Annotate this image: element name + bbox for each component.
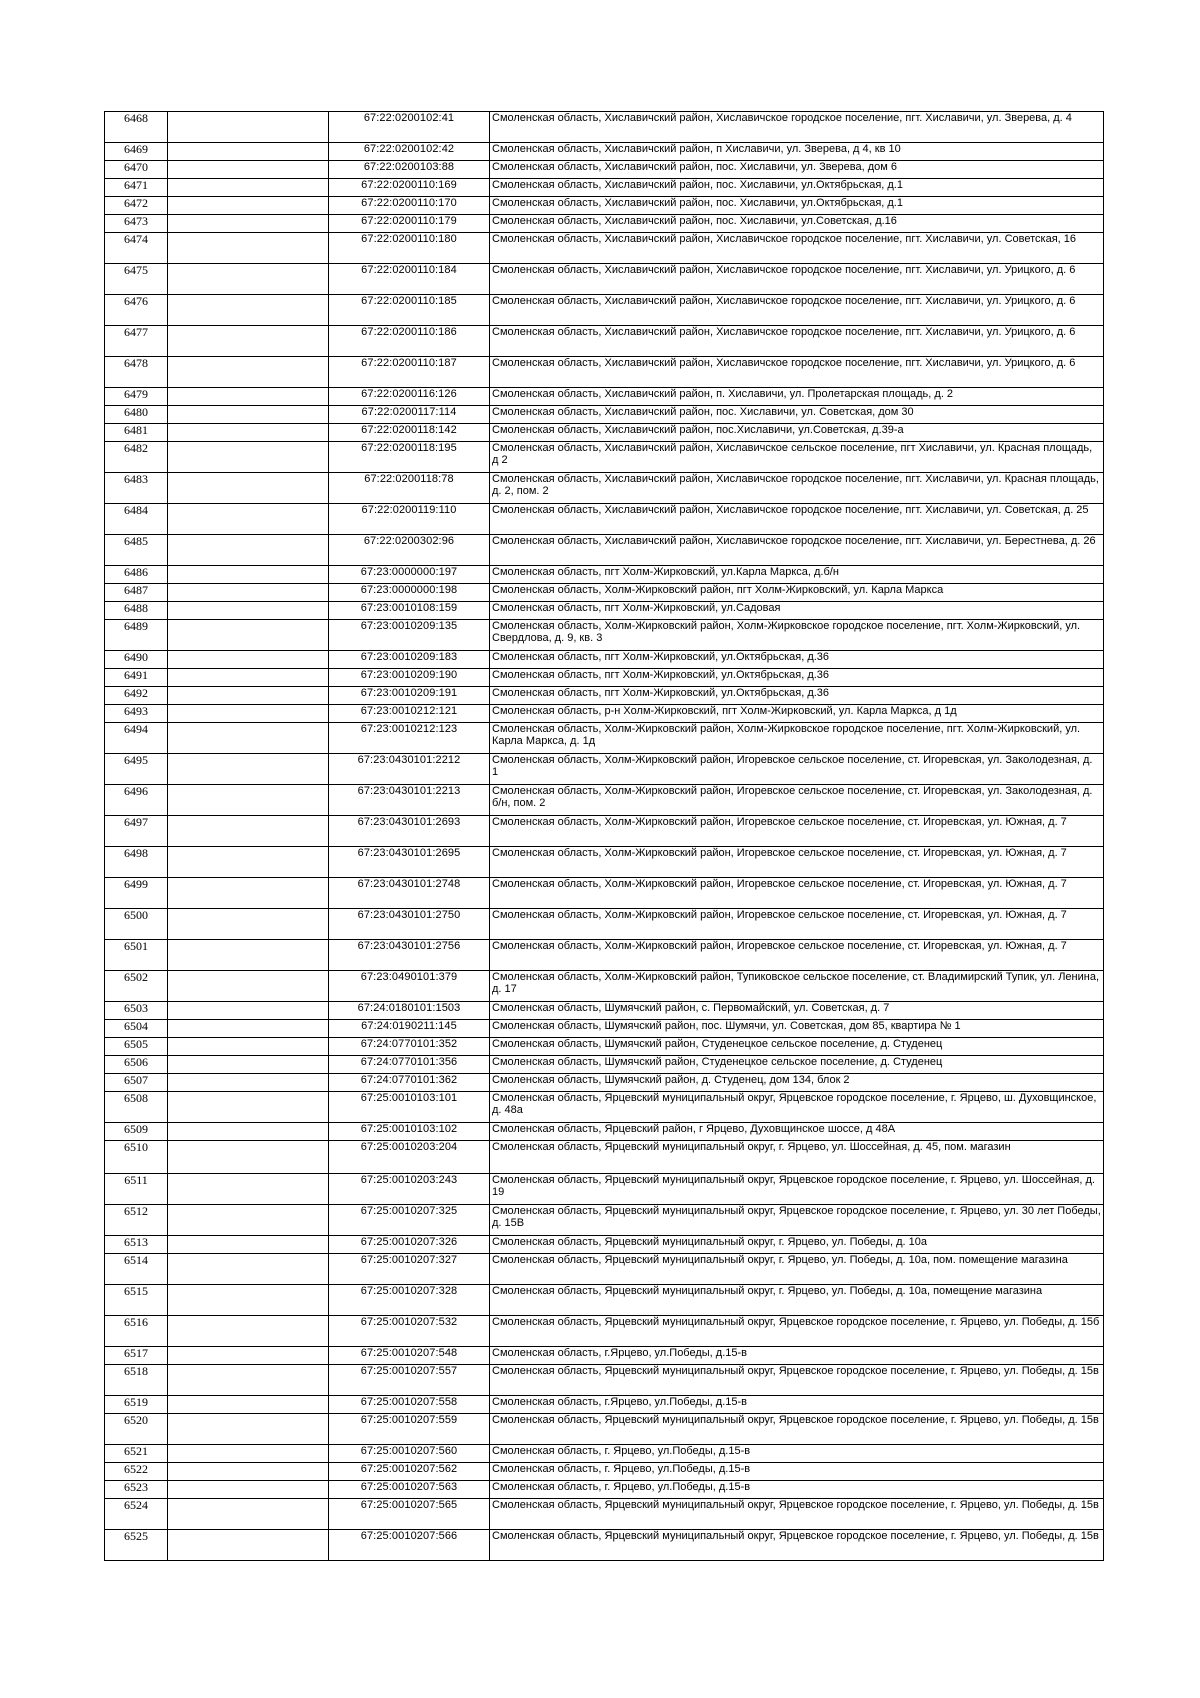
empty-cell [168, 233, 329, 264]
cadastral-number-cell: 67:23:0430101:2213 [329, 785, 490, 816]
address-cell: Смоленская область, Ярцевский муниципальный округ, Ярцевское городское поселение, г. Ярцево, ул. Победы, д. 15б [490, 1316, 1104, 1347]
row-number-cell: 6471 [105, 179, 168, 197]
cadastral-number-cell: 67:25:0010207:328 [329, 1285, 490, 1316]
row-number-cell: 6518 [105, 1365, 168, 1396]
empty-cell [168, 785, 329, 816]
address-cell: Смоленская область, Ярцевский район, г Ярцево, Духовщинское шоссе, д 48А [490, 1123, 1104, 1141]
row-number-cell: 6493 [105, 705, 168, 723]
cadastral-number-cell: 67:24:0770101:362 [329, 1074, 490, 1092]
table-row [105, 909, 1104, 940]
row-number-cell: 6488 [105, 602, 168, 620]
empty-cell [168, 1141, 329, 1174]
table-row [105, 1123, 1104, 1141]
cadastral-number-cell: 67:22:0200110:170 [329, 197, 490, 215]
row-number-cell: 6500 [105, 909, 168, 940]
cadastral-number-cell: 67:22:0200118:78 [329, 473, 490, 504]
table-row [105, 233, 1104, 264]
address-cell: Смоленская область, Холм-Жирковский район, Игоревское сельское поселение, ст. Игоревская, ул. Заколодезная, д. б/н, пом. 2 [490, 785, 1104, 816]
cadastral-number-cell: 67:23:0010108:159 [329, 602, 490, 620]
row-number-cell: 6473 [105, 215, 168, 233]
table-row [105, 161, 1104, 179]
empty-cell [168, 1038, 329, 1056]
empty-cell [168, 705, 329, 723]
row-number-cell: 6490 [105, 651, 168, 669]
table-row [105, 388, 1104, 406]
table-row [105, 566, 1104, 584]
cadastral-number-cell: 67:25:0010103:101 [329, 1092, 490, 1123]
row-number-cell: 6483 [105, 473, 168, 504]
address-cell: Смоленская область, Холм-Жирковский район, Игоревское сельское поселение, ст. Игоревская, ул. Южная, д. 7 [490, 816, 1104, 847]
cadastral-number-cell: 67:23:0010209:191 [329, 687, 490, 705]
empty-cell [168, 847, 329, 878]
row-number-cell: 6510 [105, 1141, 168, 1174]
row-number-cell: 6501 [105, 940, 168, 971]
row-number-cell: 6498 [105, 847, 168, 878]
address-cell: Смоленская область, Хиславичский район, пос. Хиславичи, ул.Советская, д.16 [490, 215, 1104, 233]
empty-cell [168, 264, 329, 295]
address-cell: Смоленская область, Ярцевский муниципальный округ, г. Ярцево, ул. Шоссейная, д. 45, пом. магазин [490, 1141, 1104, 1174]
row-number-cell: 6474 [105, 233, 168, 264]
row-number-cell: 6514 [105, 1254, 168, 1285]
row-number-cell: 6511 [105, 1174, 168, 1205]
empty-cell [168, 651, 329, 669]
table-row [105, 754, 1104, 785]
address-cell: Смоленская область, Хиславичский район, Хиславичское городское поселение, пгт. Хиславичи, ул. Урицкого, д. 6 [490, 295, 1104, 326]
registry-table-body [105, 112, 1104, 1561]
address-cell: Смоленская область, Хиславичский район, п. Хиславичи, ул. Пролетарская площадь, д. 2 [490, 388, 1104, 406]
empty-cell [168, 1056, 329, 1074]
address-cell: Смоленская область, Холм-Жирковский район, Игоревское сельское поселение, ст. Игоревская, ул. Южная, д. 7 [490, 878, 1104, 909]
row-number-cell: 6494 [105, 723, 168, 754]
cadastral-number-cell: 67:23:0010212:121 [329, 705, 490, 723]
cadastral-number-cell: 67:25:0010207:548 [329, 1347, 490, 1365]
table-row [105, 112, 1104, 143]
row-number-cell: 6507 [105, 1074, 168, 1092]
cadastral-number-cell: 67:25:0010103:102 [329, 1123, 490, 1141]
cadastral-number-cell: 67:23:0430101:2695 [329, 847, 490, 878]
table-row [105, 669, 1104, 687]
table-row [105, 847, 1104, 878]
table-row [105, 535, 1104, 566]
cadastral-number-cell: 67:22:0200102:42 [329, 143, 490, 161]
address-cell: Смоленская область, Ярцевский муниципальный округ, Ярцевское городское поселение, г. Ярцево, ул. Победы, д. 15в [490, 1530, 1104, 1561]
address-cell: Смоленская область, Холм-Жирковский район, Холм-Жирковское городское поселение, пгт. Холм-Жирковский, ул. Свердлова, д. 9, кв. 3 [490, 620, 1104, 651]
address-cell: Смоленская область, г.Ярцево, ул.Победы, д.15-в [490, 1347, 1104, 1365]
row-number-cell: 6513 [105, 1236, 168, 1254]
empty-cell [168, 1396, 329, 1414]
row-number-cell: 6478 [105, 357, 168, 388]
address-cell: Смоленская область, г. Ярцево, ул.Победы, д.15-в [490, 1445, 1104, 1463]
cadastral-number-cell: 67:23:0010209:135 [329, 620, 490, 651]
row-number-cell: 6487 [105, 584, 168, 602]
address-cell: Смоленская область, Шумячский район, Студенецкое сельское поселение, д. Студенец [490, 1038, 1104, 1056]
empty-cell [168, 1123, 329, 1141]
cadastral-number-cell: 67:22:0200110:184 [329, 264, 490, 295]
row-number-cell: 6519 [105, 1396, 168, 1414]
empty-cell [168, 1463, 329, 1481]
cadastral-number-cell: 67:24:0180101:1503 [329, 1002, 490, 1020]
empty-cell [168, 1530, 329, 1561]
address-cell: Смоленская область, Хиславичский район, пос. Хиславичи, ул.Октябрьская, д.1 [490, 197, 1104, 215]
table-row [105, 1316, 1104, 1347]
cadastral-number-cell: 67:25:0010207:326 [329, 1236, 490, 1254]
address-cell: Смоленская область, Шумячский район, Студенецкое сельское поселение, д. Студенец [490, 1056, 1104, 1074]
cadastral-number-cell: 67:23:0430101:2756 [329, 940, 490, 971]
row-number-cell: 6499 [105, 878, 168, 909]
table-row [105, 1463, 1104, 1481]
address-cell: Смоленская область, Хиславичский район, Хиславичское городское поселение, пгт. Хиславичи, ул. Советская, д. 25 [490, 504, 1104, 535]
empty-cell [168, 504, 329, 535]
table-row [105, 971, 1104, 1002]
empty-cell [168, 406, 329, 424]
cadastral-number-cell: 67:22:0200110:179 [329, 215, 490, 233]
row-number-cell: 6517 [105, 1347, 168, 1365]
empty-cell [168, 909, 329, 940]
row-number-cell: 6503 [105, 1002, 168, 1020]
row-number-cell: 6479 [105, 388, 168, 406]
empty-cell [168, 1174, 329, 1205]
empty-cell [168, 687, 329, 705]
empty-cell [168, 1285, 329, 1316]
row-number-cell: 6521 [105, 1445, 168, 1463]
cadastral-number-cell: 67:25:0010203:243 [329, 1174, 490, 1205]
address-cell: Смоленская область, Шумячский район, пос. Шумячи, ул. Советская, дом 85, квартира № 1 [490, 1020, 1104, 1038]
empty-cell [168, 878, 329, 909]
address-cell: Смоленская область, Ярцевский муниципальный округ, Ярцевское городское поселение, г. Ярцево, ул. Шоссейная, д. 19 [490, 1174, 1104, 1205]
address-cell: Смоленская область, Хиславичский район, Хиславичское городское поселение, пгт. Хиславичи, ул. Урицкого, д. 6 [490, 264, 1104, 295]
table-row [105, 705, 1104, 723]
table-row [105, 264, 1104, 295]
row-number-cell: 6481 [105, 424, 168, 442]
cadastral-number-cell: 67:25:0010203:204 [329, 1141, 490, 1174]
cadastral-number-cell: 67:25:0010207:566 [329, 1530, 490, 1561]
address-cell: Смоленская область, Ярцевский муниципальный округ, г. Ярцево, ул. Победы, д. 10а, пом. помещение магазина [490, 1254, 1104, 1285]
row-number-cell: 6502 [105, 971, 168, 1002]
table-row [105, 1092, 1104, 1123]
cadastral-number-cell: 67:22:0200118:195 [329, 442, 490, 473]
row-number-cell: 6509 [105, 1123, 168, 1141]
table-row [105, 620, 1104, 651]
cadastral-number-cell: 67:22:0200110:180 [329, 233, 490, 264]
cadastral-number-cell: 67:22:0200118:142 [329, 424, 490, 442]
empty-cell [168, 940, 329, 971]
address-cell: Смоленская область, пгт Холм-Жирковский, ул.Карла Маркса, д.б/н [490, 566, 1104, 584]
empty-cell [168, 1414, 329, 1445]
table-row [105, 1499, 1104, 1530]
empty-cell [168, 215, 329, 233]
row-number-cell: 6495 [105, 754, 168, 785]
empty-cell [168, 1481, 329, 1499]
row-number-cell: 6475 [105, 264, 168, 295]
address-cell: Смоленская область, Ярцевский муниципальный округ, Ярцевское городское поселение, г. Ярцево, ул. 30 лет Победы, д. 15В [490, 1205, 1104, 1236]
address-cell: Смоленская область, Ярцевский муниципальный округ, г. Ярцево, ул. Победы, д. 10а [490, 1236, 1104, 1254]
address-cell: Смоленская область, Холм-Жирковский район, Игоревское сельское поселение, ст. Игоревская, ул. Южная, д. 7 [490, 847, 1104, 878]
empty-cell [168, 326, 329, 357]
cadastral-number-cell: 67:22:0200110:186 [329, 326, 490, 357]
row-number-cell: 6468 [105, 112, 168, 143]
row-number-cell: 6506 [105, 1056, 168, 1074]
table-row [105, 1445, 1104, 1463]
table-row [105, 651, 1104, 669]
empty-cell [168, 197, 329, 215]
address-cell: Смоленская область, пгт Холм-Жирковский, ул.Садовая [490, 602, 1104, 620]
cadastral-number-cell: 67:24:0770101:352 [329, 1038, 490, 1056]
registry-table [104, 111, 1104, 1561]
empty-cell [168, 1092, 329, 1123]
row-number-cell: 6482 [105, 442, 168, 473]
table-row [105, 1020, 1104, 1038]
address-cell: Смоленская область, Холм-Жирковский район, пгт Холм-Жирковский, ул. Карла Маркса [490, 584, 1104, 602]
cadastral-number-cell: 67:23:0000000:198 [329, 584, 490, 602]
address-cell: Смоленская область, Шумячский район, д. Студенец, дом 134, блок 2 [490, 1074, 1104, 1092]
table-row [105, 1038, 1104, 1056]
empty-cell [168, 1347, 329, 1365]
cadastral-number-cell: 67:22:0200117:114 [329, 406, 490, 424]
row-number-cell: 6516 [105, 1316, 168, 1347]
row-number-cell: 6470 [105, 161, 168, 179]
cadastral-number-cell: 67:25:0010207:563 [329, 1481, 490, 1499]
address-cell: Смоленская область, Хиславичский район, Хиславичское городское поселение, пгт. Хиславичи, ул. Урицкого, д. 6 [490, 357, 1104, 388]
address-cell: Смоленская область, Хиславичский район, Хиславичское городское поселение, пгт. Хиславичи, ул. Зверева, д. 4 [490, 112, 1104, 143]
address-cell: Смоленская область, Холм-Жирковский район, Игоревское сельское поселение, ст. Игоревская, ул. Заколодезная, д. 1 [490, 754, 1104, 785]
table-row [105, 1530, 1104, 1561]
table-row [105, 442, 1104, 473]
table-row [105, 1074, 1104, 1092]
cadastral-number-cell: 67:23:0000000:197 [329, 566, 490, 584]
row-number-cell: 6472 [105, 197, 168, 215]
table-row [105, 878, 1104, 909]
empty-cell [168, 473, 329, 504]
empty-cell [168, 754, 329, 785]
empty-cell [168, 1205, 329, 1236]
empty-cell [168, 1365, 329, 1396]
empty-cell [168, 424, 329, 442]
table-row [105, 215, 1104, 233]
table-row [105, 1414, 1104, 1445]
cadastral-number-cell: 67:25:0010207:565 [329, 1499, 490, 1530]
table-row [105, 1347, 1104, 1365]
cadastral-number-cell: 67:25:0010207:560 [329, 1445, 490, 1463]
address-cell: Смоленская область, Холм-Жирковский район, Игоревское сельское поселение, ст. Игоревская, ул. Южная, д. 7 [490, 940, 1104, 971]
cadastral-number-cell: 67:25:0010207:532 [329, 1316, 490, 1347]
row-number-cell: 6492 [105, 687, 168, 705]
row-number-cell: 6486 [105, 566, 168, 584]
row-number-cell: 6477 [105, 326, 168, 357]
empty-cell [168, 584, 329, 602]
row-number-cell: 6515 [105, 1285, 168, 1316]
row-number-cell: 6524 [105, 1499, 168, 1530]
empty-cell [168, 1445, 329, 1463]
address-cell: Смоленская область, Ярцевский муниципальный округ, г. Ярцево, ул. Победы, д. 10а, помещение магазина [490, 1285, 1104, 1316]
address-cell: Смоленская область, Хиславичский район, пос. Хиславичи, ул.Октябрьская, д.1 [490, 179, 1104, 197]
cadastral-number-cell: 67:23:0010212:123 [329, 723, 490, 754]
address-cell: Смоленская область, Хиславичский район, Хиславичское городское поселение, пгт. Хиславичи, ул. Берестнева, д. 26 [490, 535, 1104, 566]
empty-cell [168, 442, 329, 473]
address-cell: Смоленская область, Холм-Жирковский район, Холм-Жирковское городское поселение, пгт. Холм-Жирковский, ул. Карла Маркса, д. 1д [490, 723, 1104, 754]
row-number-cell: 6469 [105, 143, 168, 161]
empty-cell [168, 816, 329, 847]
empty-cell [168, 179, 329, 197]
empty-cell [168, 388, 329, 406]
table-row [105, 504, 1104, 535]
address-cell: Смоленская область, р-н Холм-Жирковский, пгт Холм-Жирковский, ул. Карла Маркса, д 1д [490, 705, 1104, 723]
table-row [105, 584, 1104, 602]
table-row [105, 143, 1104, 161]
table-row [105, 1056, 1104, 1074]
table-row [105, 1254, 1104, 1285]
address-cell: Смоленская область, Хиславичский район, Хиславичское городское поселение, пгт. Хиславичи, ул. Красная площадь, д. 2, пом. 2 [490, 473, 1104, 504]
row-number-cell: 6497 [105, 816, 168, 847]
cadastral-number-cell: 67:22:0200110:169 [329, 179, 490, 197]
row-number-cell: 6504 [105, 1020, 168, 1038]
address-cell: Смоленская область, пгт Холм-Жирковский, ул.Октябрьская, д.36 [490, 651, 1104, 669]
row-number-cell: 6525 [105, 1530, 168, 1561]
empty-cell [168, 295, 329, 326]
address-cell: Смоленская область, Холм-Жирковский район, Игоревское сельское поселение, ст. Игоревская, ул. Южная, д. 7 [490, 909, 1104, 940]
empty-cell [168, 1316, 329, 1347]
row-number-cell: 6512 [105, 1205, 168, 1236]
table-row [105, 473, 1104, 504]
cadastral-number-cell: 67:23:0490101:379 [329, 971, 490, 1002]
address-cell: Смоленская область, Холм-Жирковский район, Тупиковское сельское поселение, ст. Владимирский Тупик, ул. Ленина, д. 17 [490, 971, 1104, 1002]
cadastral-number-cell: 67:23:0430101:2750 [329, 909, 490, 940]
row-number-cell: 6508 [105, 1092, 168, 1123]
cadastral-number-cell: 67:25:0010207:562 [329, 1463, 490, 1481]
cadastral-number-cell: 67:25:0010207:559 [329, 1414, 490, 1445]
empty-cell [168, 723, 329, 754]
table-row [105, 816, 1104, 847]
table-row [105, 179, 1104, 197]
table-row [105, 785, 1104, 816]
empty-cell [168, 620, 329, 651]
empty-cell [168, 1074, 329, 1092]
address-cell: Смоленская область, Ярцевский муниципальный округ, Ярцевское городское поселение, г. Ярцево, ул. Победы, д. 15в [490, 1365, 1104, 1396]
address-cell: Смоленская область, Хиславичский район, Хиславичское городское поселение, пгт. Хиславичи, ул. Урицкого, д. 6 [490, 326, 1104, 357]
empty-cell [168, 112, 329, 143]
cadastral-number-cell: 67:22:0200302:96 [329, 535, 490, 566]
row-number-cell: 6484 [105, 504, 168, 535]
empty-cell [168, 669, 329, 687]
row-number-cell: 6505 [105, 1038, 168, 1056]
address-cell: Смоленская область, пгт Холм-Жирковский, ул.Октябрьская, д.36 [490, 669, 1104, 687]
address-cell: Смоленская область, г.Ярцево, ул.Победы, д.15-в [490, 1396, 1104, 1414]
table-row [105, 295, 1104, 326]
address-cell: Смоленская область, г. Ярцево, ул.Победы, д.15-в [490, 1463, 1104, 1481]
row-number-cell: 6496 [105, 785, 168, 816]
table-row [105, 602, 1104, 620]
row-number-cell: 6520 [105, 1414, 168, 1445]
address-cell: Смоленская область, Хиславичский район, пос. Хиславичи, ул. Советская, дом 30 [490, 406, 1104, 424]
row-number-cell: 6491 [105, 669, 168, 687]
table-row [105, 424, 1104, 442]
table-row [105, 1141, 1104, 1174]
address-cell: Смоленская область, пгт Холм-Жирковский, ул.Октябрьская, д.36 [490, 687, 1104, 705]
cadastral-number-cell: 67:25:0010207:558 [329, 1396, 490, 1414]
empty-cell [168, 1236, 329, 1254]
cadastral-number-cell: 67:25:0010207:557 [329, 1365, 490, 1396]
cadastral-number-cell: 67:22:0200119:110 [329, 504, 490, 535]
row-number-cell: 6480 [105, 406, 168, 424]
cadastral-number-cell: 67:24:0770101:356 [329, 1056, 490, 1074]
table-row [105, 1481, 1104, 1499]
table-row [105, 1396, 1104, 1414]
address-cell: Смоленская область, Хиславичский район, п Хиславичи, ул. Зверева, д 4, кв 10 [490, 143, 1104, 161]
address-cell: Смоленская область, Ярцевский муниципальный округ, Ярцевское городское поселение, г. Ярцево, ул. Победы, д. 15в [490, 1499, 1104, 1530]
cadastral-number-cell: 67:24:0190211:145 [329, 1020, 490, 1038]
cadastral-number-cell: 67:25:0010207:327 [329, 1254, 490, 1285]
cadastral-number-cell: 67:23:0430101:2693 [329, 816, 490, 847]
table-row [105, 1174, 1104, 1205]
table-row [105, 357, 1104, 388]
row-number-cell: 6522 [105, 1463, 168, 1481]
row-number-cell: 6485 [105, 535, 168, 566]
table-row [105, 326, 1104, 357]
table-row [105, 1365, 1104, 1396]
address-cell: Смоленская область, Шумячский район, с. Первомайский, ул. Советская, д. 7 [490, 1002, 1104, 1020]
cadastral-number-cell: 67:23:0430101:2748 [329, 878, 490, 909]
table-row [105, 940, 1104, 971]
row-number-cell: 6523 [105, 1481, 168, 1499]
empty-cell [168, 535, 329, 566]
table-row [105, 1002, 1104, 1020]
cadastral-number-cell: 67:22:0200116:126 [329, 388, 490, 406]
table-row [105, 1285, 1104, 1316]
empty-cell [168, 602, 329, 620]
empty-cell [168, 161, 329, 179]
table-row [105, 406, 1104, 424]
empty-cell [168, 1020, 329, 1038]
empty-cell [168, 971, 329, 1002]
address-cell: Смоленская область, Хиславичский район, Хиславичское сельское поселение, пгт Хиславичи, ул. Красная площадь, д 2 [490, 442, 1104, 473]
cadastral-number-cell: 67:25:0010207:325 [329, 1205, 490, 1236]
cadastral-number-cell: 67:23:0430101:2212 [329, 754, 490, 785]
cadastral-number-cell: 67:22:0200102:41 [329, 112, 490, 143]
row-number-cell: 6476 [105, 295, 168, 326]
cadastral-number-cell: 67:22:0200110:185 [329, 295, 490, 326]
empty-cell [168, 1254, 329, 1285]
address-cell: Смоленская область, Ярцевский муниципальный округ, Ярцевское городское поселение, г. Ярцево, ул. Победы, д. 15в [490, 1414, 1104, 1445]
cadastral-number-cell: 67:22:0200103:88 [329, 161, 490, 179]
cadastral-number-cell: 67:23:0010209:190 [329, 669, 490, 687]
table-row [105, 723, 1104, 754]
table-row [105, 1205, 1104, 1236]
empty-cell [168, 1002, 329, 1020]
table-row [105, 687, 1104, 705]
empty-cell [168, 143, 329, 161]
address-cell: Смоленская область, г. Ярцево, ул.Победы, д.15-в [490, 1481, 1104, 1499]
address-cell: Смоленская область, Ярцевский муниципальный округ, Ярцевское городское поселение, г. Ярцево, ш. Духовщинское, д. 48а [490, 1092, 1104, 1123]
empty-cell [168, 1499, 329, 1530]
address-cell: Смоленская область, Хиславичский район, Хиславичское городское поселение, пгт. Хиславичи, ул. Советская, 16 [490, 233, 1104, 264]
table-row [105, 197, 1104, 215]
cadastral-number-cell: 67:23:0010209:183 [329, 651, 490, 669]
empty-cell [168, 566, 329, 584]
table-row [105, 1236, 1104, 1254]
empty-cell [168, 357, 329, 388]
address-cell: Смоленская область, Хиславичский район, пос. Хиславичи, ул. Зверева, дом 6 [490, 161, 1104, 179]
row-number-cell: 6489 [105, 620, 168, 651]
cadastral-number-cell: 67:22:0200110:187 [329, 357, 490, 388]
address-cell: Смоленская область, Хиславичский район, пос.Хиславичи, ул.Советская, д.39-а [490, 424, 1104, 442]
